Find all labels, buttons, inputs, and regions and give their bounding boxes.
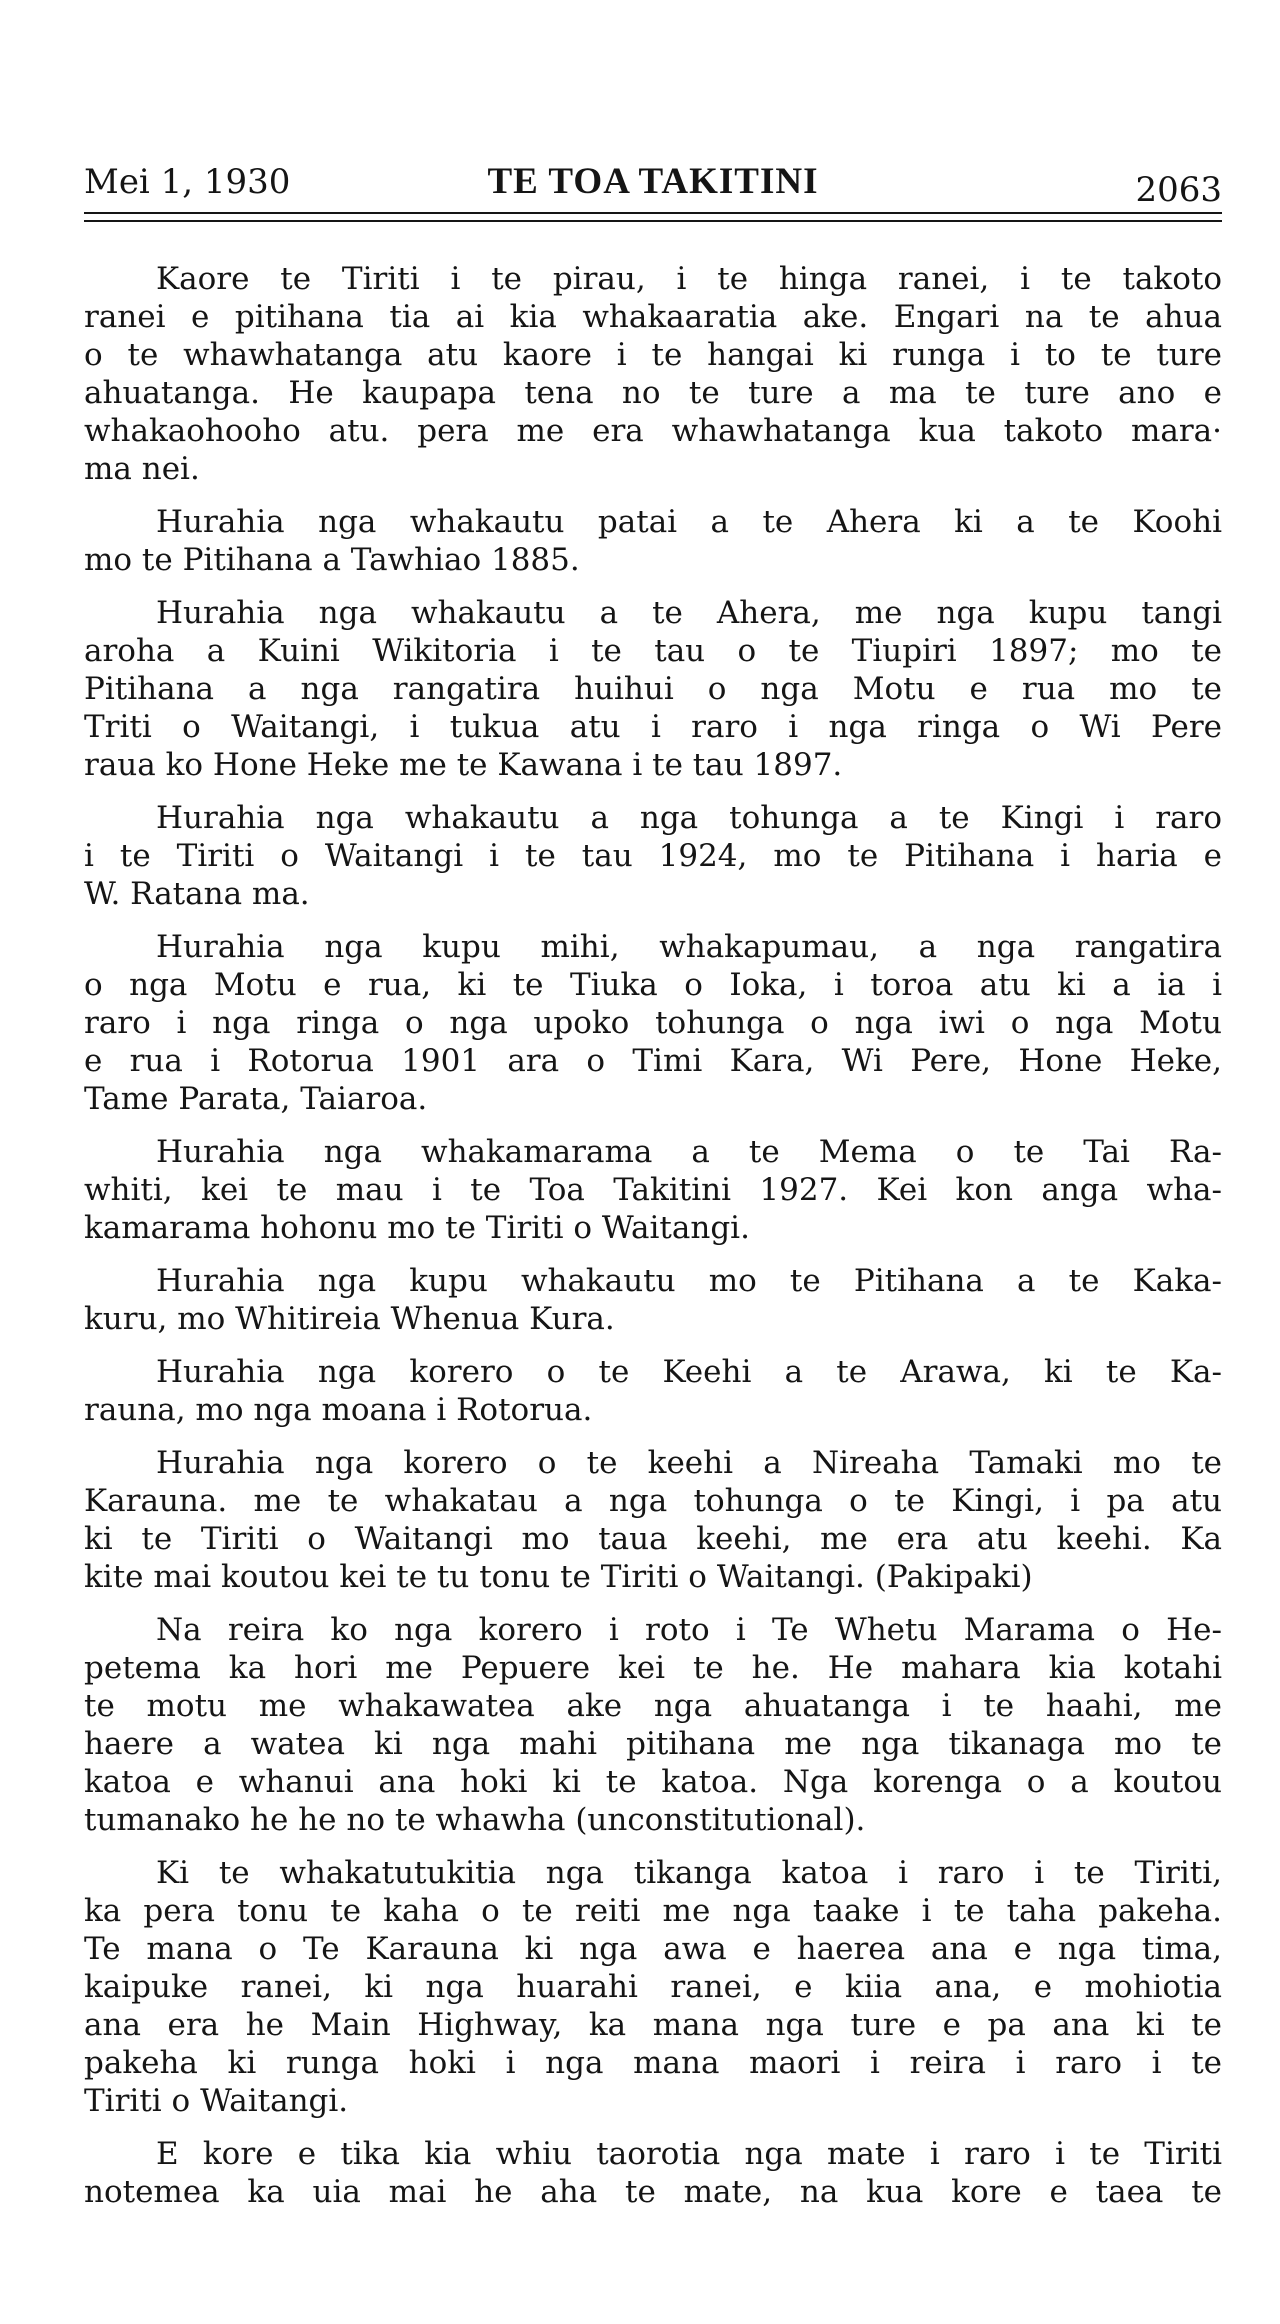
text-line: kamarama hohonu mo te Tiriti o Waitangi. bbox=[84, 1210, 750, 1246]
paragraph bbox=[84, 1262, 1222, 1338]
text-line: Hurahia nga whakautu a nga tohunga a te Kingi i raro bbox=[156, 800, 1222, 836]
issue-date: Mei 1, 1930 bbox=[84, 162, 291, 202]
paragraph bbox=[84, 1353, 1222, 1429]
text-line: kaipuke ranei, ki nga huarahi ranei, e kiia ana, e mohiotia bbox=[84, 1969, 1222, 2005]
text-line: Kaore te Tiriti i te pirau, i te hinga ranei, i te takoto bbox=[156, 261, 1222, 297]
text-line: kuru, mo Whitireia Whenua Kura. bbox=[84, 1301, 615, 1337]
text-line: whakaohooho atu. pera me era whawhatanga kua takoto mara· bbox=[84, 413, 1222, 449]
text-line: mo te Pitihana a Tawhiao 1885. bbox=[84, 542, 580, 578]
text-line: ana era he Main Highway, ka mana nga ture e pa ana ki te bbox=[84, 2007, 1222, 2043]
text-line: pakeha ki runga hoki i nga mana maori i reira i raro i te bbox=[84, 2045, 1222, 2081]
text-line: E kore e tika kia whiu taorotia nga mate i raro i te Tiriti bbox=[156, 2136, 1222, 2172]
text-line: Karauna. me te whakatau a nga tohunga o te Kingi, i pa atu bbox=[84, 1483, 1222, 1519]
text-line: Tame Parata, Taiaroa. bbox=[84, 1081, 428, 1117]
header-rule-top bbox=[84, 212, 1222, 214]
text-line: e rua i Rotorua 1901 ara o Timi Kara, Wi Pere, Hone Heke, bbox=[84, 1043, 1222, 1079]
paragraph bbox=[84, 799, 1222, 913]
text-line: ranei e pitihana tia ai kia whakaaratia ake. Engari na te ahua bbox=[84, 299, 1222, 335]
text-line: ma nei. bbox=[84, 451, 200, 487]
paragraph bbox=[84, 503, 1222, 579]
text-line: Na reira ko nga korero i roto i Te Whetu Marama o He- bbox=[156, 1612, 1222, 1648]
text-line: i te Tiriti o Waitangi i te tau 1924, mo te Pitihana i haria e bbox=[84, 838, 1222, 874]
text-line: ki te Tiriti o Waitangi mo taua keehi, me era atu keehi. Ka bbox=[84, 1521, 1222, 1557]
text-line: katoa e whanui ana hoki ki te katoa. Nga korenga o a koutou bbox=[84, 1764, 1222, 1800]
text-line: petema ka hori me Pepuere kei te he. He mahara kia kotahi bbox=[84, 1650, 1222, 1686]
paragraph bbox=[84, 1133, 1222, 1247]
paragraph bbox=[84, 594, 1222, 784]
text-line: te motu me whakawatea ake nga ahuatanga i te haahi, me bbox=[84, 1688, 1222, 1724]
text-line: Hurahia nga kupu whakautu mo te Pitihana a te Kaka- bbox=[156, 1263, 1222, 1299]
paragraph bbox=[84, 1444, 1222, 1596]
text-line: aroha a Kuini Wikitoria i te tau o te Tiupiri 1897; mo te bbox=[84, 633, 1222, 669]
text-line: raua ko Hone Heke me te Kawana i te tau 1897. bbox=[84, 747, 843, 783]
text-line: Ki te whakatutukitia nga tikanga katoa i raro i te Tiriti, bbox=[156, 1855, 1222, 1891]
text-line: o nga Motu e rua, ki te Tiuka o Ioka, i toroa atu ki a ia i bbox=[84, 967, 1222, 1003]
text-line: Hurahia nga whakautu patai a te Ahera ki a te Koohi bbox=[156, 504, 1222, 540]
text-line: Hurahia nga whakamarama a te Mema o te Tai Ra- bbox=[156, 1134, 1222, 1170]
text-line: raro i nga ringa o nga upoko tohunga o nga iwi o nga Motu bbox=[84, 1005, 1222, 1041]
text-line: rauna, mo nga moana i Rotorua. bbox=[84, 1392, 593, 1428]
text-line: Pitihana a nga rangatira huihui o nga Motu e rua mo te bbox=[84, 671, 1222, 707]
publication-title: TE TOA TAKITINI bbox=[487, 161, 819, 202]
text-line: Triti o Waitangi, i tukua atu i raro i nga ringa o Wi Pere bbox=[84, 709, 1222, 745]
text-line: W. Ratana ma. bbox=[84, 876, 310, 912]
text-line: haere a watea ki nga mahi pitihana me nga tikanaga mo te bbox=[84, 1726, 1222, 1762]
paragraph bbox=[84, 1611, 1222, 1839]
text-line: o te whawhatanga atu kaore i te hangai ki runga i to te ture bbox=[84, 337, 1222, 373]
page-number: 2063 bbox=[1135, 170, 1222, 210]
text-line: Te mana o Te Karauna ki nga awa e haerea ana e nga tima, bbox=[84, 1931, 1222, 1967]
text-line: Hurahia nga korero o te keehi a Nireaha Tamaki mo te bbox=[156, 1445, 1222, 1481]
article-body bbox=[84, 260, 1222, 2226]
text-line: whiti, kei te mau i te Toa Takitini 1927. Kei kon anga wha- bbox=[84, 1172, 1222, 1208]
text-line: tumanako he he no te whawha (unconstitutional). bbox=[84, 1802, 866, 1838]
text-line: Hurahia nga kupu mihi, whakapumau, a nga rangatira bbox=[156, 929, 1222, 965]
paragraph bbox=[84, 260, 1222, 488]
paragraph bbox=[84, 928, 1222, 1118]
paragraph bbox=[84, 2135, 1222, 2211]
paragraph bbox=[84, 1854, 1222, 2120]
text-line: Tiriti o Waitangi. bbox=[84, 2083, 349, 2119]
text-line: ahuatanga. He kaupapa tena no te ture a ma te ture ano e bbox=[84, 375, 1222, 411]
text-line: Hurahia nga whakautu a te Ahera, me nga kupu tangi bbox=[156, 595, 1222, 631]
text-line: notemea ka uia mai he aha te mate, na kua kore e taea te bbox=[84, 2174, 1222, 2210]
header-rule-bottom bbox=[84, 220, 1222, 222]
text-line: ka pera tonu te kaha o te reiti me nga taake i te taha pakeha. bbox=[84, 1893, 1222, 1929]
text-line: kite mai koutou kei te tu tonu te Tiriti o Waitangi. (Pakipaki) bbox=[84, 1559, 1033, 1595]
page-header bbox=[84, 160, 1222, 220]
text-line: Hurahia nga korero o te Keehi a te Arawa, ki te Ka- bbox=[156, 1354, 1222, 1390]
